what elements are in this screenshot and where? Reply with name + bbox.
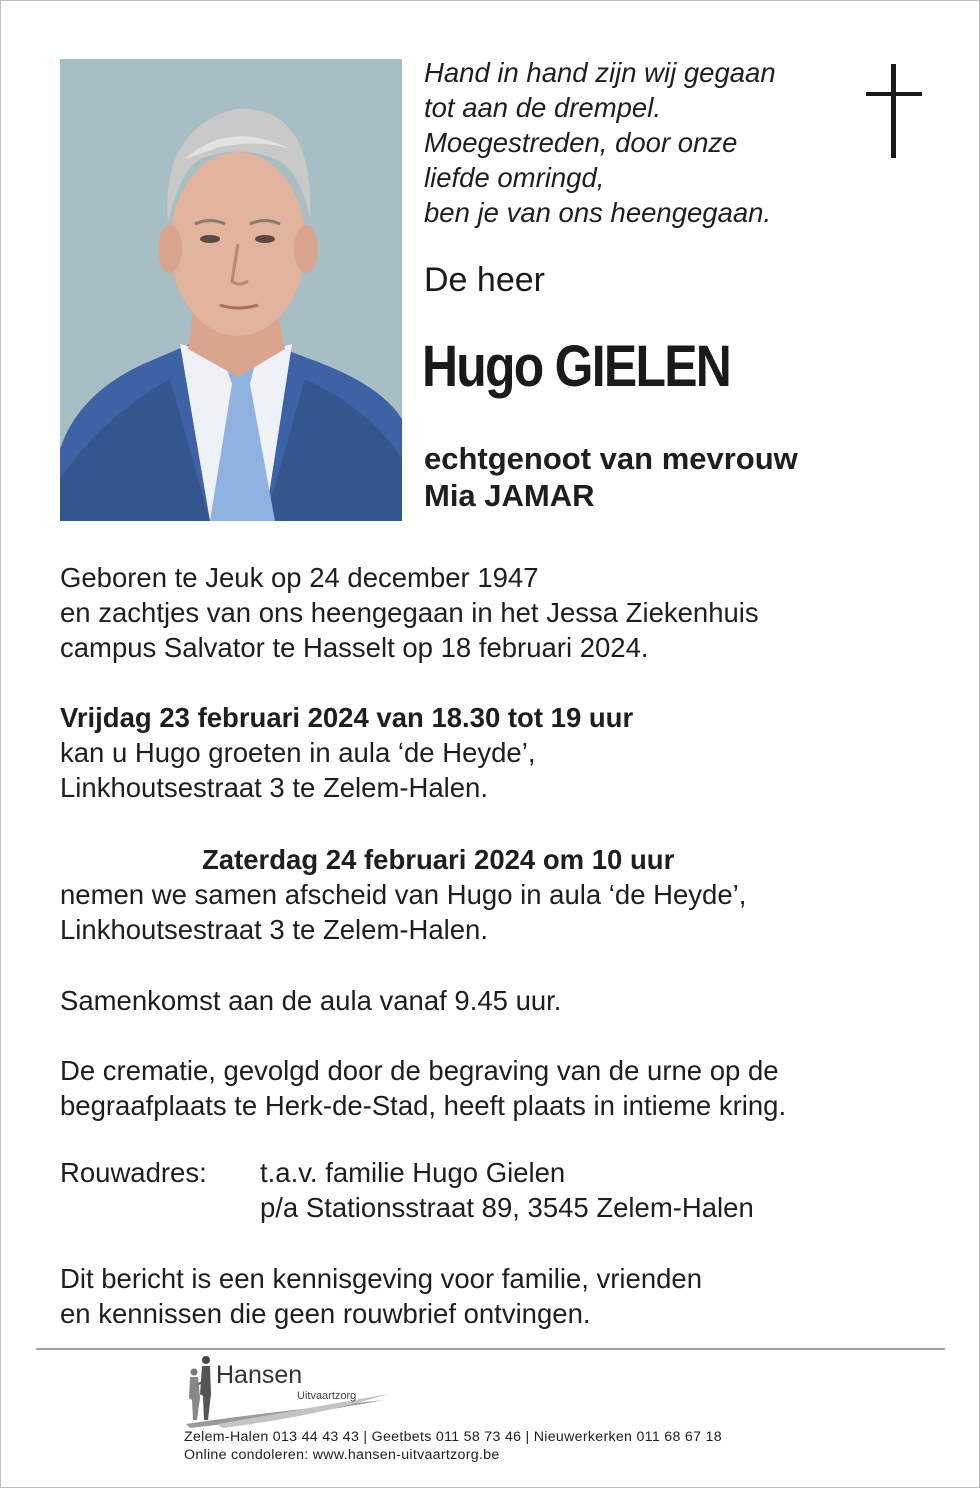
address-line: p/a Stationsstraat 89, 3545 Zelem-Halen — [260, 1192, 754, 1223]
poem — [424, 55, 864, 230]
spouse-name: Mia JAMAR — [424, 478, 595, 513]
birth-death-section — [60, 560, 940, 665]
contact-info — [184, 1428, 722, 1464]
text-line: campus Salvator te Hasselt op 18 februari 2024. — [60, 632, 649, 663]
text-line: Linkhoutsestraat 3 te Zelem-Halen. — [60, 914, 488, 945]
cross-icon — [866, 64, 922, 160]
gathering-section — [60, 983, 940, 1018]
text-line: nemen we samen afscheid van Hugo in aula ‘de Heyde’, — [60, 879, 747, 910]
text-line: De crematie, gevolgd door de begraving van de urne op de — [60, 1055, 779, 1086]
poem-line: ben je van ons heengegaan. — [424, 197, 772, 228]
portrait-photo — [60, 59, 402, 521]
address-section — [60, 1155, 940, 1225]
address-label: Rouwadres: — [60, 1157, 207, 1188]
spouse-line: echtgenoot van mevrouw — [424, 441, 798, 476]
footer-divider — [36, 1348, 945, 1350]
text-line: Linkhoutsestraat 3 te Zelem-Halen. — [60, 772, 488, 803]
farewell-heading: Zaterdag 24 februari 2024 om 10 uur — [202, 844, 675, 875]
spouse-info — [424, 440, 798, 514]
visitation-heading: Vrijdag 23 februari 2024 van 18.30 tot 19 uur — [60, 702, 634, 733]
text-line: en kennissen die geen rouwbrief ontvingen. — [60, 1298, 591, 1329]
contact-phones: Zelem-Halen 013 44 43 43 | Geetbets 011 58 73 46 | Nieuwerkerken 011 68 67 18 — [184, 1429, 722, 1445]
text-line: kan u Hugo groeten in aula ‘de Heyde’, — [60, 737, 536, 768]
text-line: begraafplaats te Herk-de-Stad, heeft plaats in intieme kring. — [60, 1090, 787, 1121]
text-line: Dit bericht is een kennisgeving voor familie, vrienden — [60, 1263, 702, 1294]
contact-website[interactable]: Online condoleren: www.hansen-uitvaartzorg.be — [184, 1447, 500, 1463]
poem-line: liefde omringd, — [424, 162, 605, 193]
farewell-section — [60, 842, 940, 947]
text-line: Samenkomst aan de aula vanaf 9.45 uur. — [60, 985, 562, 1016]
deceased-name: Hugo GIELEN — [422, 334, 731, 399]
poem-line: tot aan de drempel. — [424, 92, 661, 123]
poem-line: Moegestreden, door onze — [424, 127, 738, 158]
text-line: Geboren te Jeuk op 24 december 1947 — [60, 562, 539, 593]
logo-subtitle: Uitvaartzorg — [297, 1390, 357, 1402]
text-line: en zachtjes van ons heengegaan in het Jessa Ziekenhuis — [60, 597, 759, 628]
deceased-title: De heer — [424, 261, 545, 299]
notice-section — [60, 1261, 940, 1331]
poem-line: Hand in hand zijn wij gegaan — [424, 57, 776, 88]
address-line: t.a.v. familie Hugo Gielen — [260, 1157, 566, 1188]
visitation-section — [60, 700, 940, 805]
cremation-section — [60, 1053, 940, 1123]
logo-name: Hansen — [216, 1361, 303, 1389]
